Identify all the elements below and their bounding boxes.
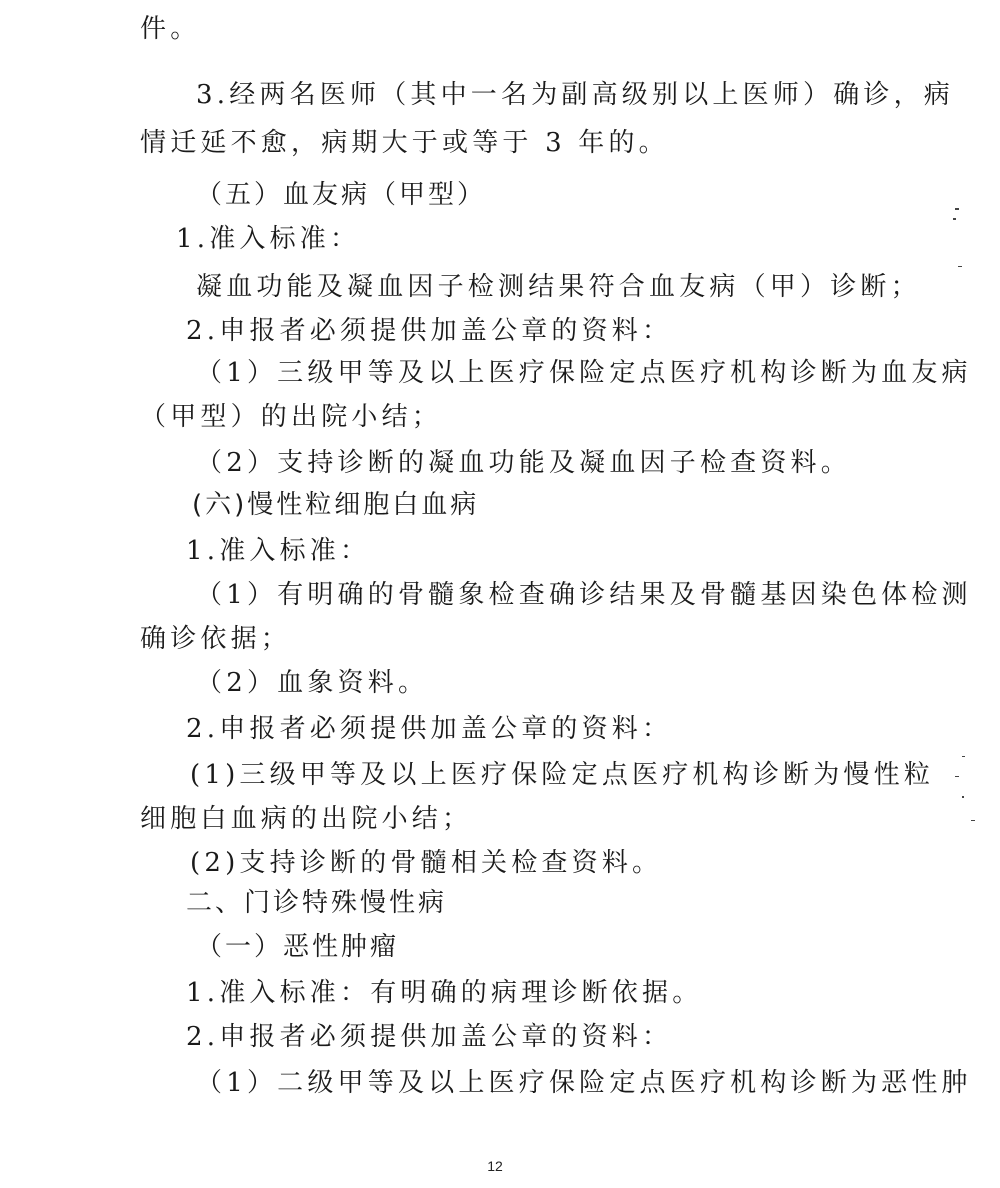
text-line: （2）血象资料。 [196, 668, 429, 698]
text-line: 情迁延不愈，病期大于或等于 3 年的。 [140, 128, 669, 158]
text-line: （1）三级甲等及以上医疗保险定点医疗机构诊断为血友病 [196, 358, 972, 388]
scan-speck [958, 266, 962, 267]
text-line: 1.准入标准： [186, 536, 371, 566]
text-line: 2.申报者必须提供加盖公章的资料： [186, 316, 673, 346]
scan-speck [962, 756, 965, 757]
section-heading: （一）恶性肿瘤 [196, 932, 400, 962]
scan-speck [953, 218, 956, 220]
page-number: 12 [487, 1158, 503, 1174]
text-line: 件。 [140, 14, 201, 44]
text-line: (1)三级甲等及以上医疗保险定点医疗机构诊断为慢性粒 [190, 760, 935, 790]
text-line: 1.准入标准： [176, 224, 361, 254]
text-line: 3.经两名医师（其中一名为副高级别以上医师）确诊，病 [196, 80, 955, 110]
text-line: （甲型）的出院小结； [140, 402, 443, 432]
scan-speck [971, 820, 975, 821]
scan-speck [962, 796, 964, 798]
text-line: 细胞白血病的出院小结； [140, 804, 473, 834]
scan-speck [955, 208, 959, 210]
text-line: 1.准入标准：有明确的病理诊断依据。 [186, 978, 703, 1008]
section-heading: （五）血友病（甲型） [196, 180, 487, 210]
text-line: （1）有明确的骨髓象检查确诊结果及骨髓基因染色体检测 [196, 580, 972, 610]
text-line: （1）二级甲等及以上医疗保险定点医疗机构诊断为恶性肿 [196, 1068, 972, 1098]
text-line: 2.申报者必须提供加盖公章的资料： [186, 714, 673, 744]
text-line: 2.申报者必须提供加盖公章的资料： [186, 1022, 673, 1052]
text-line: （2）支持诊断的凝血功能及凝血因子检查资料。 [196, 448, 851, 478]
scan-speck [955, 776, 959, 777]
text-line: 凝血功能及凝血因子检测结果符合血友病（甲）诊断； [196, 272, 921, 302]
section-heading: (六)慢性粒细胞白血病 [192, 490, 480, 520]
text-line: 确诊依据； [140, 624, 292, 654]
text-line: (2)支持诊断的骨髓相关检查资料。 [190, 848, 663, 878]
section-heading: 二、门诊特殊慢性病 [186, 888, 448, 918]
